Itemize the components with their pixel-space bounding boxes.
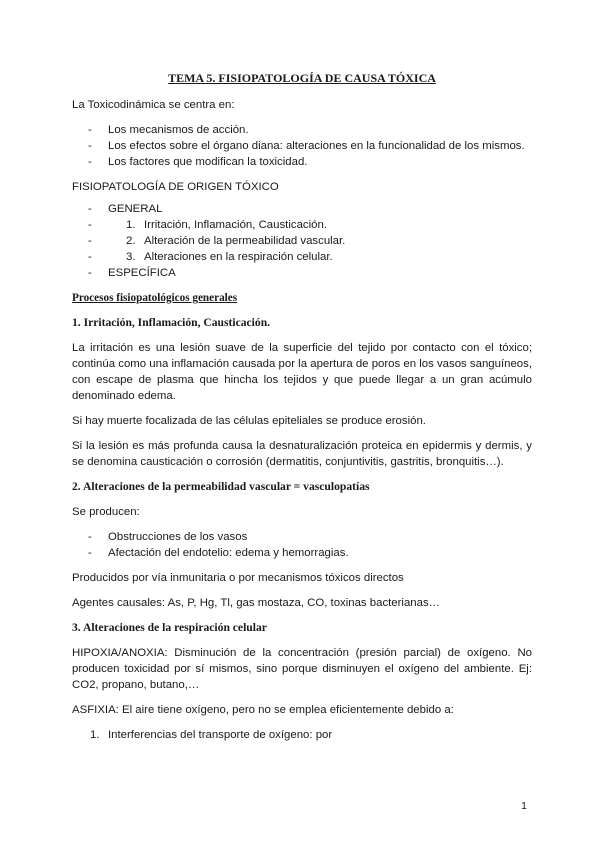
- section-1-paragraph-1: La irritación es una lesión suave de la superficie del tejido por contacto con el tóxico; continúa como una inflamación causada por la apertura de poros en los vasos sanguíneos, con escape de plasma que hincha los tejidos y que puede llegar a un gran acúmulo denominado edema.: [72, 342, 532, 402]
- document-title: TEMA 5. FISIOPATOLOGÍA DE CAUSA TÓXICA: [168, 71, 436, 85]
- section-3-heading: 3. Alteraciones de la respiración celular: [72, 621, 267, 634]
- section-3-paragraph-2: ASFIXIA: El aire tiene oxígeno, pero no se emplea eficientemente debido a:: [72, 704, 454, 716]
- section-2-intro: Se producen:: [72, 506, 140, 518]
- list-item: - Obstrucciones de los vasos: [72, 529, 532, 545]
- processes-heading: Procesos fisiopatológicos generales: [72, 292, 238, 304]
- list-item: - 3. Alteraciones en la respiración celular.: [72, 249, 532, 265]
- list-item: - 1. Irritación, Inflamación, Causticación.: [72, 217, 532, 233]
- outline-specific: - ESPECÍFICA: [72, 265, 532, 281]
- intro-list: [72, 122, 532, 170]
- list-item: - Afectación del endotelio: edema y hemorragias.: [72, 545, 532, 561]
- section-2-heading: 2. Alteraciones de la permeabilidad vascular = vasculopatías: [72, 480, 370, 493]
- list-item: - Los factores que modifican la toxicidad.: [72, 154, 532, 170]
- outline-general-label: GENERAL: [108, 203, 163, 215]
- list-item: 1. Interferencias del transporte de oxígeno: por: [90, 729, 333, 741]
- section-2-paragraph-1: Producidos por vía inmunitaria o por mecanismos tóxicos directos: [72, 572, 404, 584]
- section-3-list: [72, 727, 532, 743]
- outline-general: [72, 201, 532, 217]
- intro-text: La Toxicodinámica se centra en:: [72, 99, 235, 111]
- section-heading: FISIOPATOLOGÍA DE ORIGEN TÓXICO: [72, 181, 279, 193]
- section-1-heading: 1. Irritación, Inflamación, Causticación.: [72, 316, 271, 329]
- list-item: - Los efectos sobre el órgano diana: alteraciones en la funcionalidad de los mismos.: [72, 138, 532, 154]
- section-3-paragraph-1: HIPOXIA/ANOXIA: Disminución de la concentración (presión parcial) de oxígeno. No producen toxicidad por sí mismos, sino porque disminuyen el oxígeno del ambiente. Ej: CO2, propano, butano,…: [72, 647, 532, 691]
- section-2-list: [72, 529, 532, 561]
- section-1-paragraph-3: Si la lesión es más profunda causa la desnaturalización proteica en epidermis y dermis, y se denomina causticación o corrosión (dermatitis, conjuntivitis, gastritis, bronquitis…).: [72, 440, 532, 468]
- list-item: - Los mecanismos de acción.: [72, 122, 532, 138]
- page-number: 1: [521, 800, 527, 812]
- outline-general-sublist: [72, 217, 532, 265]
- outline-list: [72, 201, 532, 281]
- section-1-paragraph-2: Si hay muerte focalizada de las células epiteliales se produce erosión.: [72, 415, 426, 427]
- document-page: [72, 70, 532, 743]
- general-items: [72, 217, 532, 265]
- section-2-paragraph-2: Agentes causales: As, P, Hg, Tl, gas mostaza, CO, toxinas bacterianas…: [72, 597, 441, 609]
- list-item: - 2. Alteración de la permeabilidad vascular.: [72, 233, 532, 249]
